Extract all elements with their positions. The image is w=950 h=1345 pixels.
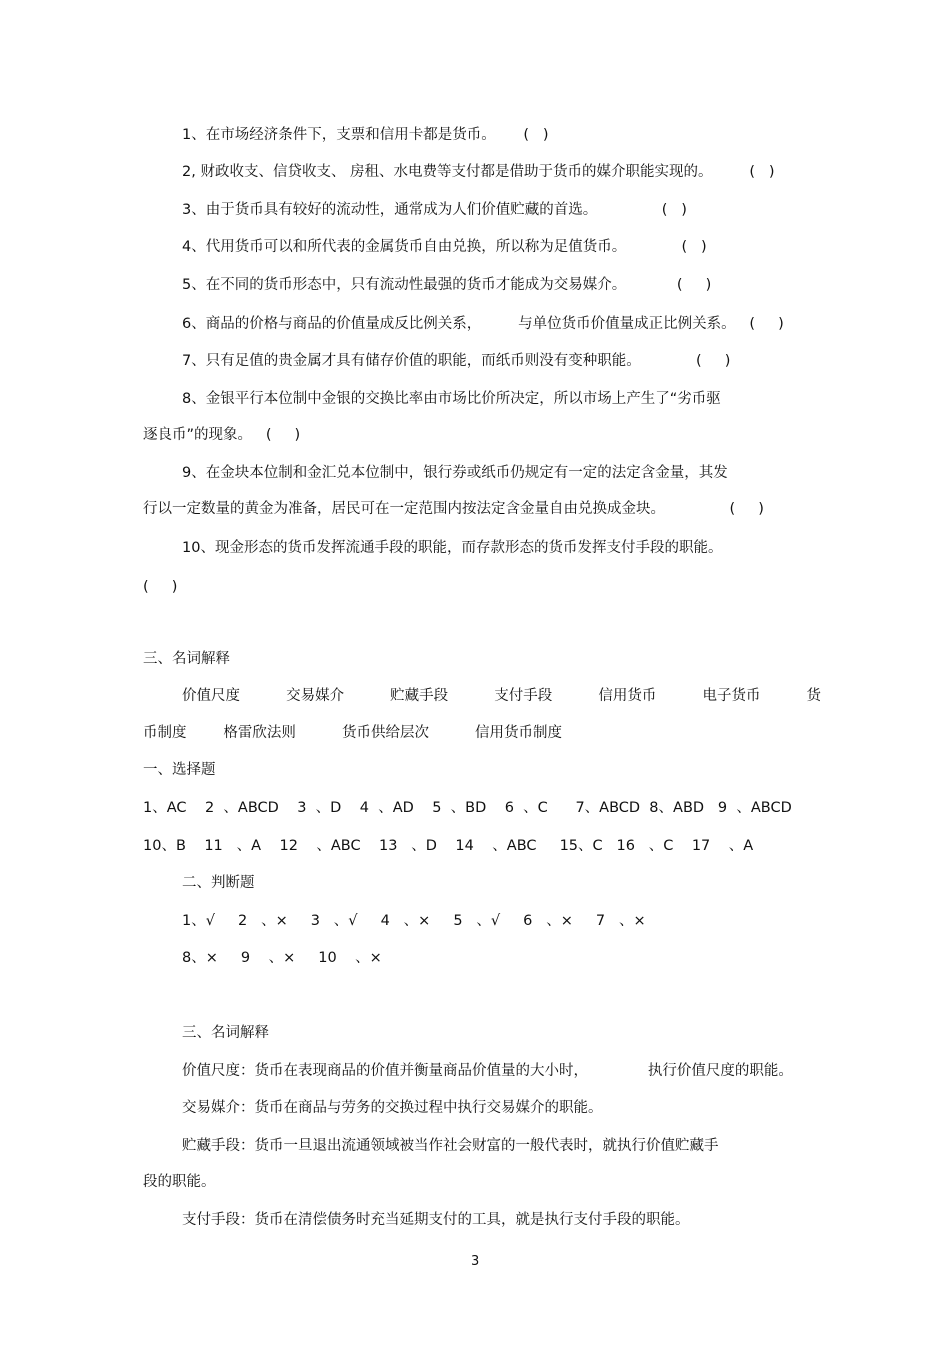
judgment-q2: 2, 财政收支、信贷收支、 房租、水电费等支付都是借助于货币的媒介职能实现的。 ( ) bbox=[182, 164, 775, 180]
page-number: 3 bbox=[471, 1254, 480, 1269]
judgment-q1: 1、在市场经济条件下，支票和信用卡都是货币。 ( ) bbox=[182, 127, 549, 143]
answers-choice-line2: 10、B 11 、A 12 、ABC 13 、D 14 、ABC 15、C 16 、C 17 、A bbox=[143, 838, 754, 854]
judgment-q8-line1: 8、金银平行本位制中金银的交换比率由市场比价所决定，所以市场上产生了“劣币驱 bbox=[182, 391, 721, 407]
answers-judge-line1: 1、√ 2 、× 3 、√ 4 、× 5 、√ 6 、× 7 、× bbox=[182, 913, 646, 929]
judgment-q8-line2: 逐良币”的现象。 ( ) bbox=[143, 427, 301, 443]
terms-line2: 币制度 格雷欣法则 货币供给层次 信用货币制度 bbox=[143, 725, 563, 741]
judgment-q9-line2: 行以一定数量的黄金为准备，居民可在一定范围内按法定含金量自由兑换成金块。 ( ) bbox=[143, 501, 764, 517]
definition-line5: 支付手段：货币在清偿债务时充当延期支付的工具，就是执行支付手段的职能。 bbox=[182, 1212, 690, 1228]
judgment-q10-line2: ( ) bbox=[143, 579, 178, 595]
judgment-q6: 6、商品的价格与商品的价值量成反比例关系， 与单位货币价值量成正比例关系。 ( ) bbox=[182, 316, 784, 332]
judgment-q10-line1: 10、现金形态的货币发挥流通手段的职能，而存款形态的货币发挥支付手段的职能。 bbox=[182, 540, 723, 556]
judgment-q5: 5、在不同的货币形态中，只有流动性最强的货币才能成为交易媒介。 ( ) bbox=[182, 277, 712, 293]
judgment-q7: 7、只有足值的贵金属才具有储存价值的职能，而纸币则没有变种职能。 ( ) bbox=[182, 353, 731, 369]
answers-judge-title: 二、判断题 bbox=[182, 875, 255, 891]
definition-line4: 段的职能。 bbox=[143, 1174, 216, 1190]
definition-line1: 价值尺度：货币在表现商品的价值并衡量商品价值量的大小时， 执行价值尺度的职能。 bbox=[182, 1063, 793, 1079]
terms-section-title: 三、名词解释 bbox=[143, 651, 230, 667]
answers-judge-line2: 8、× 9 、× 10 、× bbox=[182, 950, 382, 966]
judgment-q4: 4、代用货币可以和所代表的金属货币自由兑换，所以称为足值货币。 ( ) bbox=[182, 239, 707, 255]
terms-line1: 价值尺度 交易媒介 贮藏手段 支付手段 信用货币 电子货币 货 bbox=[182, 688, 822, 704]
definition-line3: 贮藏手段：货币一旦退出流通领域被当作社会财富的一般代表时，就执行价值贮藏手 bbox=[182, 1138, 719, 1154]
judgment-q3: 3、由于货币具有较好的流动性，通常成为人们价值贮藏的首选。 ( ) bbox=[182, 202, 687, 218]
judgment-q9-line1: 9、在金块本位制和金汇兑本位制中，银行券或纸币仍规定有一定的法定含金量，其发 bbox=[182, 465, 728, 481]
answers-choice-title: 一、选择题 bbox=[143, 762, 216, 778]
definition-line2: 交易媒介：货币在商品与劳务的交换过程中执行交易媒介的职能。 bbox=[182, 1100, 603, 1116]
definitions-title: 三、名词解释 bbox=[182, 1025, 269, 1041]
answers-choice-line1: 1、AC 2 、ABCD 3 、D 4 、AD 5 、BD 6 、C 7、ABCD 8、ABD 9 、ABCD bbox=[143, 800, 792, 816]
